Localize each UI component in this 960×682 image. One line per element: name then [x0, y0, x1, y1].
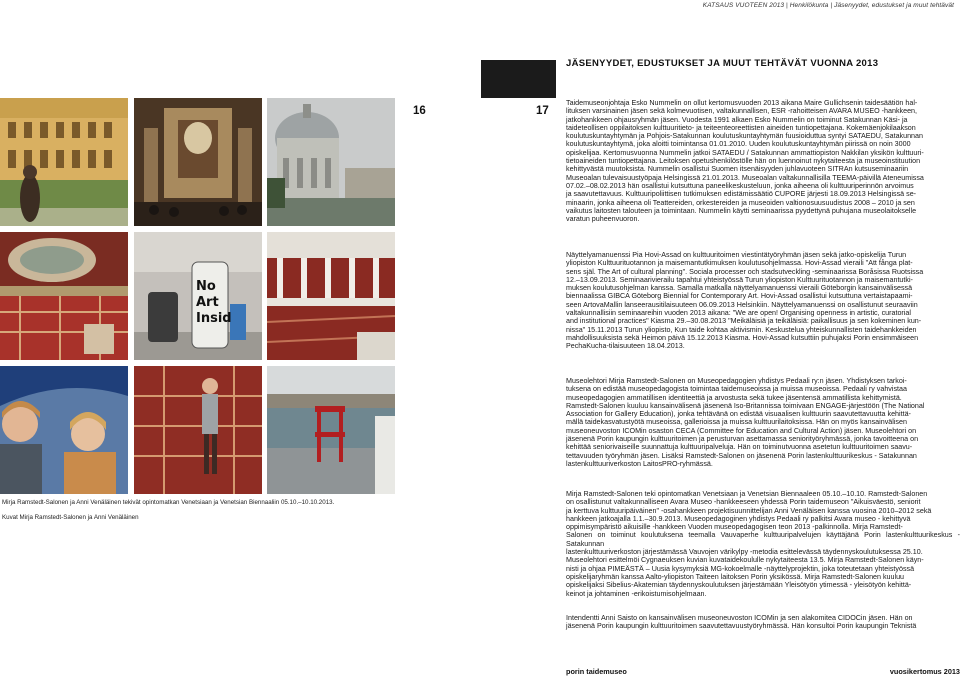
- paragraph-ramstedt-salonen: Museolehtori Mirja Ramstedt-Salonen on Museopedagogien yhdistys Pedaali ry:n jäsen. Yhdistyksen tarkoi- tuksena on edistää museopedagogista toimintaa taidemuseoissa ja muissa museoissa. Pedaali ry vahvistaa museopedagogien ammatillisen identiteettiä ja arvostusta sekä tukee jäsentensä ammatillista kehittymistä. Ramstedt-Salonen kuuluu kansainvälisenä jäsenenä Iso-Britannissa toimivaan ENGAGE-järjestöön (The National Association for Gallery Education), jonka tehtävänä on edistää visuaalisen kulttuurin saavutettavuutta kehittä- mällä taidekasvatustyötä museoissa, gallerioissa ja muissa kulttuurilaitoksissa. Hän on myös kansainvälisen museoneuvoston ICOMin osaston CECA (Committee for Education and Cultural Action) jäsen. Museolehtori on jäsenenä Porin kaupungin kulttuuritoimen ja perusturvan asettamassa seniorityöryhmässä, jonka tavoitteena on kehittää seniorivaiseille suunnattuja kulttuuripalveluja. Hän on toiminutvuonna asetetun kulttuuritoimen saavu- tettavuuden työryhmän jäsen. Lisäksi Ramstedt-Salonen on jäsenenä Porin lastenkulttuurikeskus - Satakunnan lastenkulttuuriverkoston LaitosPRO-ryhmässä.: [566, 377, 925, 468]
- sign-word-3: Insid: [196, 311, 232, 326]
- running-header: KATSAUS VUOTEEN 2013 | Henkilökunta | Jäsenyydet, edustukset ja muut tehtävät: [702, 2, 954, 9]
- photo-woman-on-stairs: [134, 366, 262, 494]
- photo-church-altar: [134, 98, 262, 226]
- page-number-right: 17: [536, 105, 549, 117]
- section-title: JÄSENYYDET, EDUSTUKSET JA MUUT TEHTÄVÄT VUONNA 2013: [566, 58, 879, 69]
- sign-word-2: Art: [196, 295, 219, 310]
- photo-no-art-inside-sign: [134, 232, 262, 360]
- page-number-left: 16: [413, 105, 426, 117]
- paragraph-hovi-assad: Näyttelyamanuenssi Pia Hovi-Assad on kulttuuritoimen viestintätyöryhmän jäsen sekä jatko-opiskelija Turun yliopiston Kulttuurituotannon ja maisemantutkimuksen koulutusohjelmassa. Hovi-Assad vieraili "Att fånga plat- sens själ. The Art of cultural planning". Sociala processer och stadsutveckling -seminaarissa Boråsissa Ruotsissa 12.–13.09.2013. Seminaarivierailu tapahtui yhteistyössä Turun yliopiston Kulttuurituotannon ja maisemantutki- muksen koulutusohjelman kanssa. Samalla matkalla näyttelyamanuenssi vieraili Göteborgin kansainvälisessä biennaalissa GIBCA Göteborg Biennial for Contemporary Art. Hovi-Assad osallistui kutsuttuna vertaistapaami- seen ArtovaMallin lanseerausitilaisuuteen 06.09.2013 Helsinkiin. Näyttelyamanuenssi on osallistunut seuraaviin valtakunnallisiin seminaareihin vuoden 2013 aikana: "We are open! Organising openness in artistic, curatorial and institutional practices" Kiasma 29.–30.08.2013 "Meikäläisiä ja teikäläisiä: paikallisuus ja sen kokeminen kun- nissa" 15.11.2013 Turun yliopisto, Kun taide kohtaa aktivismin. Keskustelua yhteiskunnallisten taidehankkeiden mahdollisuuksista sekä Heimon päivä 15.12.2013 Kiasma. Hovi-Assad kutsuttiin puhujaksi Porin ensimmäiseen PechaKucha-tilaisuuteen 18.04.2013.: [566, 251, 924, 351]
- photo-basilica-dome: [267, 98, 395, 226]
- section-marker-block: [481, 60, 556, 98]
- photo-fresco-ceiling: [0, 232, 128, 360]
- paragraph-nummelin: Taidemuseonjohtaja Esko Nummelin on ollut kertomusvuoden 2013 aikana Maire Gullichsenin taidesäätiön hal- lituksen varsinainen jäsen sekä kolmevuotisen, valtakunnallisen, ESR -rahoitteisen AVARA MUSEO -hankkeen, jatkohankkeen ohjausryhmän jäsen. Vuodesta 1991 alkaen Esko Nummelin on toiminut Satakunnan Käsi- ja taideteollisen oppilaitoksen kulttuuritieto- ja teiteenteoreettisten aineiden tuntiopettajana. Kokemäenjokilaakson koulutuskuntayhtymän ja Pohjois-Satakunnan koulutuskuntayhtymän fuusioiduttua syntyi SATAEDU, Satakunnan koulutuskuntayhtymä, joka aloitti toimintansa 01.01.2010. Uuden koulutuskuntayhtymän piirissä on noin 3000 opiskelijaa. Kertomusvuonna Nummelin jatkoi SATAEDU / Satakunnan ammattiopiston Nakkilan yksikön kulttuuri- tietoaineiden tuntiopettajana. Leitoksen opetushenkilöstölle hän on luennoinut nykytaiteesta ja museoinstituution kehittyvästä muutoksista. Nummelin osallistui Suomen itsenäisyyden juhlavuoteen SITRAn kutsuseminaariin Museoalan tulevaisuustyöpaja Helsingissä 21.01.2013. Museoalan valtakunnallisilla TEEMA-päivillä Ateneumissa 07.02.–08.02.2013 hän osallistui kutsuttuna paneelikeskusteluun, jonka aiheena oli kulttuuriperinnön arvoimus ja saavutettavuus. Kulttuuripoliittisen tutkimuksen edistämissäätiö CUPORE järjesti 18.09.2013 Helsingissä se- minaarin, jonka aiheena oli Teattereiden, orkestereiden ja museoiden valtionosuusuudistus 2008 – 2010 ja sen vaikutus laitosten talouteen ja toimintaan. Nummelin käytti seminaarissa pyydettynä puhujana museolaitokselle varatun puheenvuoron.: [566, 99, 924, 224]
- paragraph-venetsia-matka: Mirja Ramstedt-Salonen teki opintomatkan Venetsiaan ja Venetsian Biennaaleen 05.10.–10.10. Ramstedt-Salonen on osallistunut valtakunnalliseen Avara Museo -hankkeeseen yhdessä Porin taidemuseon "Aikuisväestö, seniorit ja kerttuva kulttuuripäiväinen" -osahankkeen projektisuunnittelijan Anni Venäläisen kanssa vuosina 2010–2012 sekä hankkeen jatkoajalla 1.1.–30.9.2013. Museopedagoginen yhdistys Pedaali ry palkitsi Avara museo - kehittyvä oppimisympäristö aikuisille -hankkeen Vuoden museopedagogisen teon 2013 -palkinnolla. Mirja Ramstedt- Salonen on toiminut koulutuksena teemalla Vauvaperhe kulttuuripalvelujen käyttäjänä Porin lastenkulttuurikeskus - Satakunnan lastenkulttuuriverkoston järjestämässä Vauvojen värikylpy -metodia esittelevässä täydennyskoulutuksessa 25.10. Museolehtori esittelmöi Cygnaeuksen kuvian kuvataidekoululle nykytaiteesta 13.5. Mirja Ramstedt-Salonen käyn- nisti ja ohjaa PIMEÄSTÄ – Uusia kysymyksiä MG-kokoelmalle -näyttelyprojektin, joka toteutetaan yhteistyössä opiskelijaryhmän kanssa Aalto-yliopiston Taiteen laitoksen Porin yksikössä. Mirja Ramstedt-Salonen kuuluu opiskelijaksi Sibelius-Akatemian täydennyskoulutuksen järjestämään Yleisötyön ytimessä - yleisötyön kehittä- keinot ja johtaminen -erikoistumisohjelmaan.: [566, 490, 960, 598]
- sign-word-1: No: [196, 279, 216, 294]
- photo-caption: Mirja Ramstedt-Salonen ja Anni Venäläinen tekivät opintomatkan Venetsiaan ja Venetsian Biennaaliin 05.10.–10.10.2013.: [2, 499, 335, 506]
- paragraph-saisto: Intendentti Anni Saisto on kansainvälisen museoneuvoston ICOMin ja sen alakomitea CIDOCin jäsen. Hän on jäsenenä Porin kaupungin kulttuuritoimen saavutettavuustyöryhmässä. Hän konsultoi Porin kaupungin Teknistä: [566, 614, 917, 631]
- photo-balcony-carpets: [267, 232, 395, 360]
- photo-venice-palazzo: [0, 98, 128, 226]
- footer-right: vuosikertomus 2013: [889, 667, 960, 676]
- photo-canal-red-chair: [267, 366, 395, 494]
- photo-two-women-portrait: [0, 366, 128, 494]
- footer-left: porin taidemuseo: [566, 667, 627, 676]
- photo-credit: Kuvat Mirja Ramstedt-Salonen ja Anni Venäläinen: [2, 514, 139, 521]
